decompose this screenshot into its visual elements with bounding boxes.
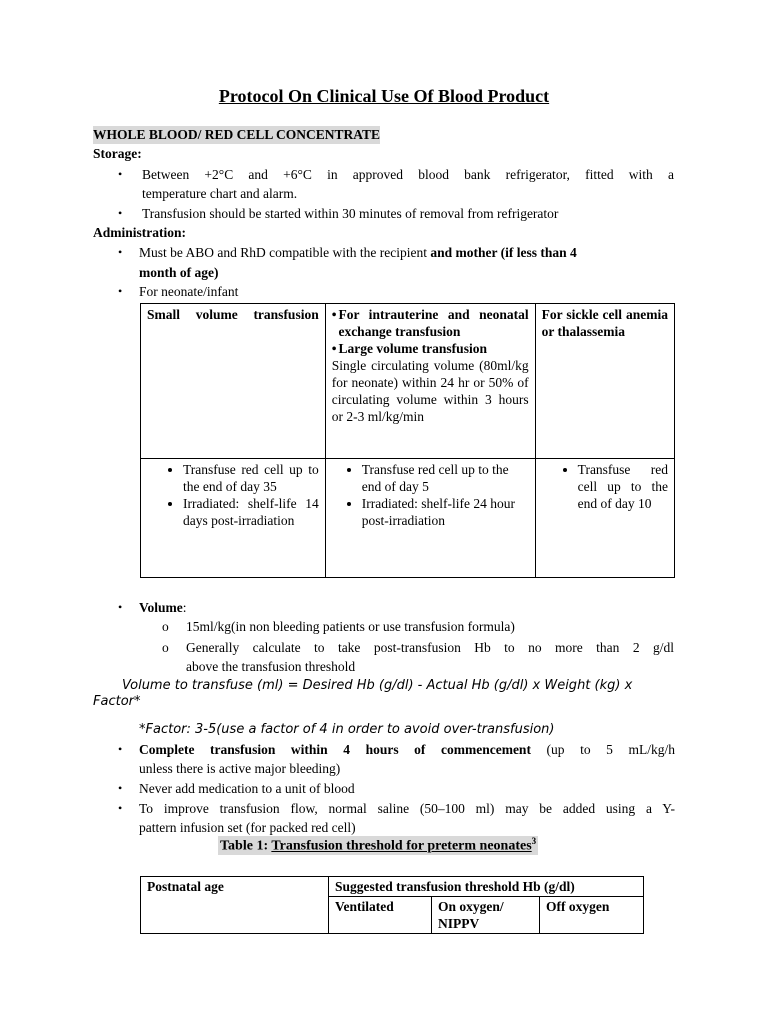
volume-formula-line-1: Volume to transfuse (ml) = Desired Hb (g/dl) - Actual Hb (g/dl) x Weight (kg) x [122, 678, 633, 693]
table-row [141, 459, 675, 578]
volume-sub-2-line-2: above the transfusion threshold [186, 659, 356, 674]
bullet-icon: • [331, 341, 337, 356]
list-item: • Irradiated: shelf-life 24 hour post-irradiation [362, 495, 529, 529]
bullet-saline-line-2: pattern infusion set (for packed red cell) [139, 820, 356, 835]
table-cell: Ventilated [329, 897, 432, 934]
bullet-icon: • [118, 742, 123, 756]
storage-item-1-line-1: Between +2°C and +6°C in approved blood bank refrigerator, fitted with a [142, 167, 674, 182]
section-heading: WHOLE BLOOD/ RED CELL CONCENTRATE [93, 127, 381, 142]
bullet-no-medication: Never add medication to a unit of blood [139, 781, 355, 796]
large-volume-definition: Single circulating volume (80ml/kg for neonate) within 24 hr or 50% of circulating volume within 3 hours or 2-3 ml/kg/min [331, 358, 529, 424]
bullet-complete-transfusion-line-2: unless there is active major bleeding) [139, 761, 341, 776]
list-item: • Transfuse red cell up to the end of day 35 [183, 461, 319, 495]
bullet-icon: • [118, 284, 123, 298]
list-item: • Transfuse red cell up to the end of day 10 [578, 461, 668, 512]
table-cell [535, 459, 674, 578]
table-cell: Small volume transfusion [141, 304, 326, 459]
list-item: • Transfuse red cell up to the end of day 5 [362, 461, 529, 495]
storage-item-1-line-2: temperature chart and alarm. [142, 186, 298, 201]
list-item: • Irradiated: shelf-life 14 days post-irradiation [183, 495, 319, 529]
table-cell: • For intrauterine and neonatal exchange transfusion • Large volume transfusion Single circulating volume (80ml/kg for neonate) within 24 hr or 50% of circulating volume within 3 hours or 2-3 ml/kg/min [325, 304, 535, 459]
sub-bullet-icon: o [162, 619, 169, 634]
bullet-saline-line-1: To improve transfusion flow, normal saline (50–100 ml) may be added using a Y- [139, 801, 675, 816]
bullet-icon: • [118, 245, 123, 259]
administration-label: Administration: [93, 225, 187, 240]
bullet-icon: • [118, 600, 123, 614]
bullet-icon: • [118, 781, 123, 795]
volume-formula-line-2: Factor* [93, 694, 141, 709]
table-cell: Suggested transfusion threshold Hb (g/dl) [329, 877, 644, 897]
table-cell: Postnatal age [141, 877, 329, 934]
storage-item-2: Transfusion should be started within 30 minutes of removal from refrigerator [142, 206, 559, 221]
factor-note: *Factor: 3-5(use a factor of 4 in order to avoid over-transfusion) [139, 722, 555, 737]
administration-item-1: Must be ABO and RhD compatible with the recipient and mother (if less than 4 [139, 245, 577, 260]
administration-item-1-line-2: month of age) [139, 265, 219, 280]
neonate-transfusion-table [140, 303, 675, 578]
table-cell: Off oxygen [540, 897, 644, 934]
volume-sub-2-line-1: Generally calculate to take post-transfusion Hb to no more than 2 g/dl [186, 640, 674, 655]
administration-item-2: For neonate/infant [139, 284, 239, 299]
table-row [141, 877, 644, 897]
bullet-icon: • [118, 167, 123, 181]
table-row [141, 304, 675, 459]
volume-label: Volume: [139, 600, 187, 615]
sub-bullet-icon: o [162, 640, 169, 655]
threshold-table [140, 876, 644, 934]
storage-label: Storage: [93, 146, 142, 161]
table-cell [141, 459, 326, 578]
bullet-icon: • [118, 801, 123, 815]
bullet-complete-transfusion: Complete transfusion within 4 hours of commencement (up to 5 mL/kg/h [139, 742, 675, 757]
table-1-caption: Table 1: Transfusion threshold for preterm neonates$^3$ [220, 836, 537, 854]
table-cell [325, 459, 535, 578]
table-cell: For sickle cell anemia or thalassemia [535, 304, 674, 459]
page-title: Protocol On Clinical Use Of Blood Product [218, 86, 550, 106]
bullet-icon: • [331, 307, 337, 322]
volume-sub-1: 15ml/kg(in non bleeding patients or use transfusion formula) [186, 619, 515, 634]
bullet-icon: • [118, 206, 123, 220]
table-cell: On oxygen/ NIPPV [432, 897, 540, 934]
